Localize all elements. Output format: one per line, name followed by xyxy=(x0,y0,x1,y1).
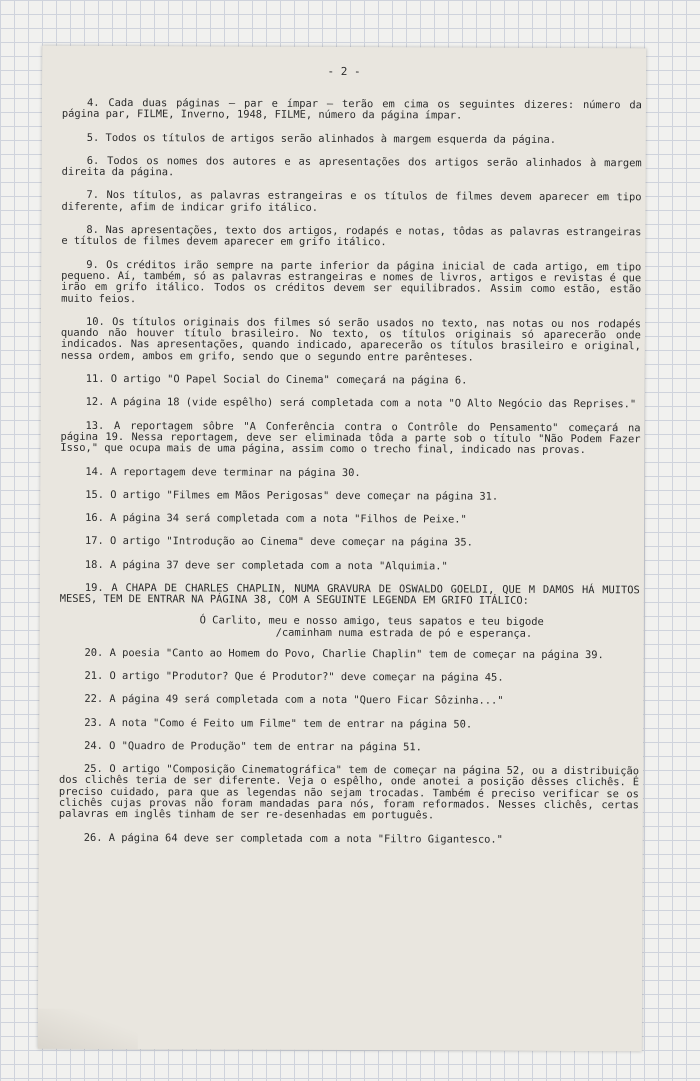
document-body xyxy=(59,98,642,858)
verse-line-2: /caminham numa estrada de pó e esperança. xyxy=(275,626,533,640)
paragraph-17: 17. O artigo "Introdução ao Cinema" deve começar na página 35. xyxy=(85,535,473,549)
paragraph-13: 13. A reportagem sôbre "A Conferência contra o Contrôle do Pensamento" começará na página 19. Nessa reportagem, deve ser eliminada tôda a parte sob o título "Não Podem Fazer Isso," que ocupa mais de uma página, assim como o trecho final, indicado nas provas. xyxy=(60,419,641,457)
paragraph-15: 15. O artigo "Filmes em Mãos Perigosas" deve começar na página 31. xyxy=(85,488,499,503)
paragraph-16: 16. A página 34 será completada com a nota "Filhos de Peixe." xyxy=(85,512,467,526)
paragraph-20: 20. A poesia "Canto ao Homem do Povo, Charlie Chaplin" tem de começar na página 39. xyxy=(84,646,604,661)
paragraph-26: 26. A página 64 deve ser completada com a nota "Filtro Gigantesco." xyxy=(83,831,503,846)
paragraph-11: 11. O artigo "O Papel Social do Cinema" começará na página 6. xyxy=(85,372,468,387)
paragraph-6: 6. Todos os nomes dos autores e as apresentações dos artigos serão alinhados à margem direita da página. xyxy=(61,154,642,179)
paragraph-9: 9. Os créditos irão sempre na parte inferior da página inicial de cada artigo, em tipo pequeno. Aí, também, só as palavras estrangeiras e nomes de livros, artigos e revistas é que irão em grifo itálico. Todos os créditos devem ser equilibrados. Assim como estão, estão muito feios. xyxy=(61,258,642,305)
verse-line-1: Ó Carlito, meu e nosso amigo, teus sapatos e teu bigode xyxy=(199,613,544,628)
page-number: - 2 - xyxy=(327,64,361,79)
paragraph-8: 8. Nas apresentações, texto dos artigos, rodapés e notas, tôdas as palavras estrangeiras e títulos de filmes devem aparecer em grifo itálico. xyxy=(61,223,642,249)
paragraph-4: 4. Cada duas páginas — par e ímpar — terão em cima os seguintes dizeres: número da página par, FILME, Inverno, 1948, FILME, número da página ímpar. xyxy=(61,96,642,122)
paragraph-22: 22. A página 49 será completada com a nota "Quero Ficar Sôzinha..." xyxy=(84,693,504,707)
paragraph-5: 5. Todos os títulos de artigos serão alinhados à margem esquerda da página. xyxy=(86,131,557,146)
paragraph-14: 14. A reportagem deve terminar na página 30. xyxy=(85,465,361,479)
paragraph-12: 12. A página 18 (vide espêlho) será completada com a nota "O Alto Negócio das Reprises." xyxy=(85,396,637,411)
paragraph-25: 25. O artigo "Composição Cinematográfica" tem de começar na página 52, ou a distribuição dos clichês teria de ser diferente. Veja o espêlho, onde anotei a posição dêsses clichês. É preciso cuidado, para que as legendas não sejam trocadas. Também é preciso verificar se os clichês cujas provas não foram mandadas para nós, foram reformados. Nesses clichês, certas palavras em inglês tinham de ser re-desenhadas em português. xyxy=(58,762,640,822)
document-page xyxy=(38,46,646,1052)
paragraph-19: 19. A CHAPA DE CHARLES CHAPLIN, NUMA GRAVURA DE OSWALDO GOELDI, QUE M DAMOS HÁ MUITOS MESES, TEM DE ENTRAR NA PÁGINA 38, COM A SEGUINTE LEGENDA EM GRIFO ITÁLICO: xyxy=(59,581,640,608)
paragraph-24: 24. O "Quadro de Produção" tem de entrar na página 51. xyxy=(84,739,422,754)
paragraph-10: 10. Os títulos originais dos filmes só serão usados no texto, nas notas ou nos rodapés quando não houver título brasileiro. No texto, os títulos originais só aparecerão onde indicados. Nas apresentações, quando indicado, aparecerão os títulos brasileiro e original, nessa ordem, ambos em grifo, sendo que o segundo entre parênteses. xyxy=(60,315,642,364)
paragraph-23: 23. A nota "Como é Feito um Filme" tem de entrar na página 50. xyxy=(84,716,473,731)
paragraph-18: 18. A página 37 deve ser completada com a nota "Alquimia." xyxy=(84,558,448,573)
paragraph-21: 21. O artigo "Produtor? Que é Produtor?" deve começar na página 45. xyxy=(84,669,504,684)
paragraph-7: 7. Nos títulos, as palavras estrangeiras e os títulos de filmes devem aparecer em tipo diferente, afim de indicar grifo itálico. xyxy=(61,189,642,214)
paper-fold-shadow xyxy=(38,1009,138,1049)
verse-caption xyxy=(200,614,640,640)
